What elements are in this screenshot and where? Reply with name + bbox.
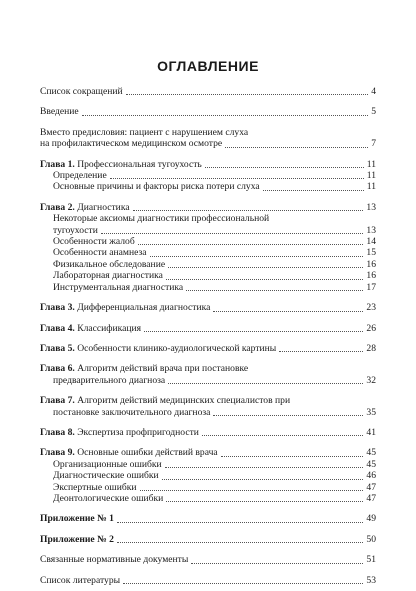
chapter-label: Глава 9. xyxy=(40,447,75,459)
toc-subentry-axioms-line1[interactable]: Некоторые аксиомы диагностики профессиональной xyxy=(53,213,270,225)
leader-dots xyxy=(133,209,364,211)
chapter-label: Глава 8. xyxy=(40,426,75,438)
page-number: 51 xyxy=(366,554,376,566)
toc-entry-text: тугоухости xyxy=(53,224,98,236)
leader-dots xyxy=(166,278,364,280)
page-number: 49 xyxy=(366,513,376,525)
toc-subentry-organizational-errors[interactable] xyxy=(40,459,376,470)
leader-dots xyxy=(101,232,364,234)
toc-entry-chapter-4[interactable] xyxy=(40,323,376,334)
page-number: 15 xyxy=(366,247,376,259)
toc-entry-introduction[interactable] xyxy=(40,106,376,117)
toc-entry-appendix-2[interactable] xyxy=(40,534,376,545)
chapter-title: Дифференциальная диагностика xyxy=(77,302,211,314)
leader-dots xyxy=(205,166,364,168)
toc-entry-chapter-6[interactable] xyxy=(40,375,376,386)
toc-entry-text xyxy=(40,302,210,313)
page-number: 11 xyxy=(366,170,376,182)
toc-entry-text: Деонтологические ошибки xyxy=(53,492,164,504)
chapter-label: Глава 1. xyxy=(40,158,75,170)
chapter-title: Алгоритм действий медицинских специалистов при xyxy=(77,395,291,407)
page-number: 32 xyxy=(366,374,376,386)
toc-entry-text: Введение xyxy=(40,106,79,118)
leader-dots xyxy=(117,541,364,543)
leader-dots xyxy=(138,243,364,245)
leader-dots xyxy=(140,489,364,491)
leader-dots xyxy=(213,310,363,312)
toc-entry-text: Экспертные ошибки xyxy=(53,481,137,493)
leader-dots xyxy=(186,289,363,291)
chapter-label: Глава 6. xyxy=(40,363,75,375)
page-number: 11 xyxy=(366,158,376,170)
page-number: 17 xyxy=(366,281,376,293)
toc-entry-chapter-6-line1[interactable] xyxy=(40,363,376,374)
toc-subentry-diagnostic-errors[interactable] xyxy=(40,470,376,481)
leader-dots xyxy=(123,582,363,584)
page-number: 47 xyxy=(366,481,376,493)
toc-entry-chapter-8[interactable] xyxy=(40,427,376,438)
toc-entry-text: на профилактическом медицинском осмотре xyxy=(40,138,223,150)
page-number: 23 xyxy=(366,302,376,314)
chapter-label: Глава 4. xyxy=(40,322,75,334)
page-number: 47 xyxy=(366,492,376,504)
toc-entry-text xyxy=(40,323,141,334)
chapter-title: Особенности клинико-аудиологической картины xyxy=(77,342,277,354)
toc-subentry-instrumental-diagnostics[interactable] xyxy=(40,282,376,293)
toc-entry-text: Инструментальная диагностика xyxy=(53,281,184,293)
leader-dots xyxy=(225,146,368,148)
toc-entry-text: постановке заключительного диагноза xyxy=(53,406,211,418)
toc-entry-text: Физикальное обследование xyxy=(53,258,166,270)
toc-entry-text xyxy=(40,427,199,438)
chapter-label: Глава 7. xyxy=(40,395,75,407)
chapter-title: Экспертиза профпригодности xyxy=(77,426,199,438)
toc-entry-chapter-7[interactable] xyxy=(40,407,376,418)
toc-entry-abbreviations[interactable] xyxy=(40,86,376,97)
page-number: 45 xyxy=(366,458,376,470)
leader-dots xyxy=(279,350,363,352)
leader-dots xyxy=(110,177,364,179)
leader-dots xyxy=(213,414,363,416)
toc-entry-references[interactable] xyxy=(40,575,376,586)
toc-entry-text: Основные причины и факторы риска потери слуха xyxy=(53,181,260,193)
toc-entry-text: предварительного диагноза xyxy=(53,374,166,386)
toc-entry-regulatory-documents[interactable] xyxy=(40,554,376,565)
leader-dots xyxy=(168,382,363,384)
toc-entry-text xyxy=(40,534,114,545)
toc-entry-appendix-1[interactable] xyxy=(40,513,376,524)
leader-dots xyxy=(126,93,369,95)
chapter-label: Глава 2. xyxy=(40,201,75,213)
page-number: 35 xyxy=(366,406,376,418)
toc-entry-chapter-9[interactable] xyxy=(40,447,376,458)
leader-dots xyxy=(202,434,364,436)
toc-entry-text xyxy=(40,202,130,213)
page-number: 46 xyxy=(366,470,376,482)
toc-subentry-causes[interactable] xyxy=(40,181,376,192)
chapter-title: Диагностика xyxy=(77,201,130,213)
table-of-contents xyxy=(40,86,376,586)
chapter-label: Глава 5. xyxy=(40,342,75,354)
toc-entry-text: Список сокращений xyxy=(40,86,123,97)
toc-entry-chapter-7-line1[interactable] xyxy=(40,395,376,406)
appendix-label: Приложение № 2 xyxy=(40,533,114,545)
chapter-title: Основные ошибки действий врача xyxy=(77,447,218,459)
page-number: 7 xyxy=(371,138,376,150)
toc-entry-text: Определение xyxy=(53,170,107,182)
page-number: 26 xyxy=(366,322,376,334)
toc-entry-text xyxy=(40,343,276,354)
toc-entry-text: Особенности анамнеза xyxy=(53,247,147,259)
toc-entry-preface-line1[interactable]: Вместо предисловия: пациент с нарушением слуха xyxy=(40,126,249,138)
page-number: 53 xyxy=(366,574,376,586)
toc-subentry-definition[interactable] xyxy=(40,170,376,181)
chapter-title: Профессиональная тугоухость xyxy=(77,158,202,170)
leader-dots xyxy=(263,189,364,191)
page-number: 13 xyxy=(366,224,376,236)
toc-subentry-physical-exam[interactable] xyxy=(40,259,376,270)
leader-dots xyxy=(166,500,363,502)
toc-subentry-anamnesis[interactable] xyxy=(40,247,376,258)
toc-entry-chapter-3[interactable] xyxy=(40,302,376,313)
leader-dots xyxy=(117,521,364,523)
leader-dots xyxy=(82,114,369,116)
leader-dots xyxy=(191,562,363,564)
page-number: 28 xyxy=(366,342,376,354)
toc-entry-text: Организационные ошибки xyxy=(53,458,162,470)
chapter-label: Глава 3. xyxy=(40,302,75,314)
toc-entry-text: Связанные нормативные документы xyxy=(40,554,189,566)
toc-entry-chapter-5[interactable] xyxy=(40,343,376,354)
toc-entry-text: Особенности жалоб xyxy=(53,236,135,248)
page-number: 5 xyxy=(371,106,376,118)
leader-dots xyxy=(150,255,364,257)
toc-entry-preface[interactable] xyxy=(40,138,376,149)
toc-subentry-axioms[interactable] xyxy=(40,225,376,236)
page-number: 14 xyxy=(366,236,376,248)
toc-entry-text: Список литературы xyxy=(40,574,121,586)
page-number: 16 xyxy=(366,270,376,282)
page-title: ОГЛАВЛЕНИЕ xyxy=(157,58,259,74)
leader-dots xyxy=(162,478,364,480)
page-number: 45 xyxy=(366,447,376,459)
toc-entry-text: Лабораторная диагностика xyxy=(53,270,163,282)
page-number: 50 xyxy=(366,533,376,545)
appendix-label: Приложение № 1 xyxy=(40,513,114,525)
chapter-title: Алгоритм действий врача при постановке xyxy=(77,363,249,375)
leader-dots xyxy=(168,266,363,268)
toc-subentry-deontological-errors[interactable] xyxy=(40,493,376,504)
page-number: 16 xyxy=(366,258,376,270)
leader-dots xyxy=(144,330,363,332)
page-number: 41 xyxy=(366,426,376,438)
leader-dots xyxy=(221,455,364,457)
toc-entry-text xyxy=(40,447,218,458)
toc-subentry-complaints[interactable] xyxy=(40,236,376,247)
toc-entry-chapter-1[interactable] xyxy=(40,159,376,170)
leader-dots xyxy=(165,466,364,468)
toc-entry-text xyxy=(40,513,114,524)
chapter-title: Классификация xyxy=(77,322,142,334)
page-number: 13 xyxy=(366,201,376,213)
page-number: 11 xyxy=(366,181,376,193)
toc-subentry-lab-diagnostics[interactable] xyxy=(40,270,376,281)
toc-entry-text xyxy=(40,159,202,170)
toc-entry-text: Диагностические ошибки xyxy=(53,470,159,482)
toc-entry-chapter-2[interactable] xyxy=(40,202,376,213)
page-number: 4 xyxy=(371,86,376,97)
toc-subentry-expert-errors[interactable] xyxy=(40,482,376,493)
